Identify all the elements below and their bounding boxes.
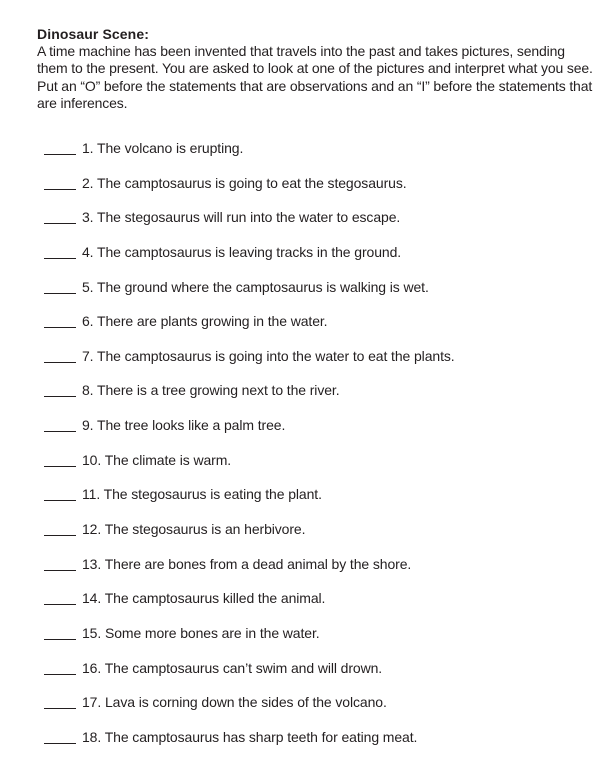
answer-blank-16[interactable] (44, 674, 76, 675)
statement-item-3 (0, 208, 611, 243)
answer-blank-18[interactable] (44, 743, 76, 744)
statement-item-15 (0, 624, 611, 659)
statement-text-15: 15. Some more bones are in the water. (82, 624, 320, 641)
statement-text-8: 8. There is a tree growing next to the river. (82, 382, 340, 399)
worksheet-title: Dinosaur Scene: (37, 26, 149, 42)
statement-item-14 (0, 589, 611, 624)
statement-item-5 (0, 278, 611, 313)
statement-text-13: 13. There are bones from a dead animal by the shore. (82, 555, 412, 572)
answer-blank-11[interactable] (44, 500, 76, 501)
answer-blank-6[interactable] (44, 327, 76, 328)
statement-text-9: 9. The tree looks like a palm tree. (82, 417, 286, 434)
statement-item-7 (0, 347, 611, 382)
statement-text-18: 18. The camptosaurus has sharp teeth for eating meat. (82, 728, 418, 745)
answer-blank-14[interactable] (44, 604, 76, 605)
statement-item-17 (0, 693, 611, 728)
statement-list (0, 139, 611, 763)
statement-text-3: 3. The stegosaurus will run into the water to escape. (82, 209, 401, 226)
statement-item-18 (0, 728, 611, 763)
answer-blank-13[interactable] (44, 570, 76, 571)
statement-text-6: 6. There are plants growing in the water. (82, 313, 328, 330)
statement-item-1 (0, 139, 611, 174)
statement-text-16: 16. The camptosaurus can’t swim and will drown. (82, 659, 383, 676)
statement-text-11: 11. The stegosaurus is eating the plant. (82, 486, 322, 503)
statement-item-11 (0, 485, 611, 520)
statement-item-2 (0, 174, 611, 209)
answer-blank-5[interactable] (44, 293, 76, 294)
statement-text-17: 17. Lava is corning down the sides of the volcano. (82, 694, 387, 711)
statement-text-14: 14. The camptosaurus killed the animal. (82, 590, 326, 607)
answer-blank-8[interactable] (44, 396, 76, 397)
statement-item-10 (0, 451, 611, 486)
statement-text-5: 5. The ground where the camptosaurus is walking is wet. (82, 278, 429, 295)
statement-text-1: 1. The volcano is erupting. (82, 140, 244, 156)
statement-text-7: 7. The camptosaurus is going into the water to eat the plants. (82, 347, 455, 364)
statement-text-4: 4. The camptosaurus is leaving tracks in the ground. (82, 243, 402, 260)
answer-blank-15[interactable] (44, 639, 76, 640)
statement-item-12 (0, 520, 611, 555)
statement-item-8 (0, 381, 611, 416)
statement-item-6 (0, 312, 611, 347)
answer-blank-1[interactable] (44, 154, 76, 155)
answer-blank-9[interactable] (44, 431, 76, 432)
answer-blank-12[interactable] (44, 535, 76, 536)
statement-text-2: 2. The camptosaurus is going to eat the stegosaurus. (82, 174, 407, 191)
answer-blank-4[interactable] (44, 258, 76, 259)
answer-blank-7[interactable] (44, 362, 76, 363)
answer-blank-10[interactable] (44, 466, 76, 467)
statement-item-9 (0, 416, 611, 451)
instructions-paragraph: A time machine has been invented that travels into the past and takes pictures, sending them to the present. You are asked to look at one of the pictures and interpret what you see. Put an “O” before the statements that are observations and an “I” before the statements that are inferences. (37, 43, 593, 111)
answer-blank-2[interactable] (44, 189, 76, 190)
statement-item-4 (0, 243, 611, 278)
statement-text-12: 12. The stegosaurus is an herbivore. (82, 521, 306, 538)
statement-item-16 (0, 659, 611, 694)
answer-blank-17[interactable] (44, 708, 76, 709)
statement-item-13 (0, 555, 611, 590)
statement-text-10: 10. The climate is warm. (82, 451, 232, 468)
answer-blank-3[interactable] (44, 223, 76, 224)
